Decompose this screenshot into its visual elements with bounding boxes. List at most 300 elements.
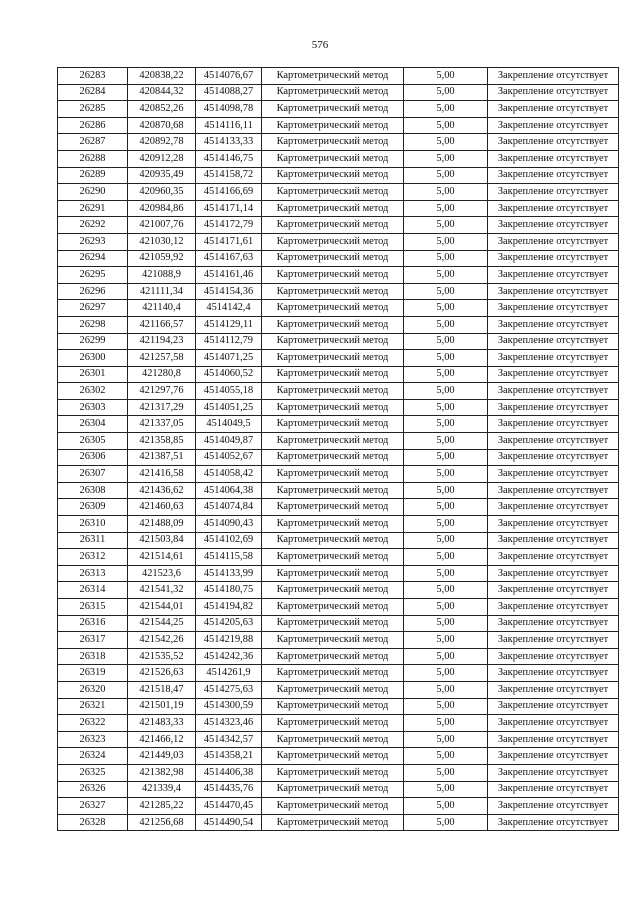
- y-coordinate-cell: 4514358,21: [196, 748, 262, 765]
- point-number-cell: 26326: [58, 781, 128, 798]
- point-number-cell: 26293: [58, 233, 128, 250]
- y-coordinate-cell: 4514049,87: [196, 433, 262, 450]
- fixation-cell: Закрепление отсутствует: [488, 798, 619, 815]
- table-row: [58, 681, 619, 698]
- y-coordinate-cell: 4514146,75: [196, 150, 262, 167]
- table-row: [58, 482, 619, 499]
- x-coordinate-cell: 421285,22: [128, 798, 196, 815]
- fixation-cell: Закрепление отсутствует: [488, 615, 619, 632]
- table-row: [58, 283, 619, 300]
- table-row: [58, 233, 619, 250]
- method-cell: Картометрический метод: [262, 814, 404, 831]
- fixation-cell: Закрепление отсутствует: [488, 150, 619, 167]
- method-cell: Картометрический метод: [262, 366, 404, 383]
- fixation-cell: Закрепление отсутствует: [488, 217, 619, 234]
- table-row: [58, 599, 619, 616]
- point-number-cell: 26295: [58, 267, 128, 284]
- fixation-cell: Закрепление отсутствует: [488, 316, 619, 333]
- x-coordinate-cell: 420852,26: [128, 101, 196, 118]
- y-coordinate-cell: 4514435,76: [196, 781, 262, 798]
- fixation-cell: Закрепление отсутствует: [488, 433, 619, 450]
- method-cell: Картометрический метод: [262, 333, 404, 350]
- accuracy-cell: 5,00: [404, 217, 488, 234]
- point-number-cell: 26289: [58, 167, 128, 184]
- table-row: [58, 316, 619, 333]
- y-coordinate-cell: 4514102,69: [196, 532, 262, 549]
- x-coordinate-cell: 421523,6: [128, 565, 196, 582]
- fixation-cell: Закрепление отсутствует: [488, 482, 619, 499]
- fixation-cell: Закрепление отсутствует: [488, 516, 619, 533]
- table-row: [58, 466, 619, 483]
- accuracy-cell: 5,00: [404, 200, 488, 217]
- accuracy-cell: 5,00: [404, 283, 488, 300]
- fixation-cell: Закрепление отсутствует: [488, 632, 619, 649]
- y-coordinate-cell: 4514071,25: [196, 350, 262, 367]
- method-cell: Картометрический метод: [262, 101, 404, 118]
- accuracy-cell: 5,00: [404, 499, 488, 516]
- fixation-cell: Закрепление отсутствует: [488, 366, 619, 383]
- accuracy-cell: 5,00: [404, 582, 488, 599]
- table-row: [58, 267, 619, 284]
- y-coordinate-cell: 4514133,33: [196, 134, 262, 151]
- point-number-cell: 26307: [58, 466, 128, 483]
- y-coordinate-cell: 4514167,63: [196, 250, 262, 267]
- point-number-cell: 26322: [58, 715, 128, 732]
- method-cell: Картометрический метод: [262, 599, 404, 616]
- accuracy-cell: 5,00: [404, 715, 488, 732]
- y-coordinate-cell: 4514172,79: [196, 217, 262, 234]
- fixation-cell: Закрепление отсутствует: [488, 499, 619, 516]
- fixation-cell: Закрепление отсутствует: [488, 549, 619, 566]
- table-row: [58, 516, 619, 533]
- accuracy-cell: 5,00: [404, 648, 488, 665]
- accuracy-cell: 5,00: [404, 814, 488, 831]
- accuracy-cell: 5,00: [404, 333, 488, 350]
- point-number-cell: 26325: [58, 764, 128, 781]
- accuracy-cell: 5,00: [404, 599, 488, 616]
- method-cell: Картометрический метод: [262, 466, 404, 483]
- fixation-cell: Закрепление отсутствует: [488, 267, 619, 284]
- method-cell: Картометрический метод: [262, 316, 404, 333]
- method-cell: Картометрический метод: [262, 549, 404, 566]
- point-number-cell: 26302: [58, 383, 128, 400]
- accuracy-cell: 5,00: [404, 68, 488, 85]
- fixation-cell: Закрепление отсутствует: [488, 814, 619, 831]
- x-coordinate-cell: 421483,33: [128, 715, 196, 732]
- table-row: [58, 416, 619, 433]
- method-cell: Картометрический метод: [262, 200, 404, 217]
- point-number-cell: 26304: [58, 416, 128, 433]
- y-coordinate-cell: 4514490,54: [196, 814, 262, 831]
- method-cell: Картометрический метод: [262, 681, 404, 698]
- method-cell: Картометрический метод: [262, 267, 404, 284]
- table-row: [58, 184, 619, 201]
- x-coordinate-cell: 420912,28: [128, 150, 196, 167]
- x-coordinate-cell: 420960,35: [128, 184, 196, 201]
- point-number-cell: 26301: [58, 366, 128, 383]
- accuracy-cell: 5,00: [404, 482, 488, 499]
- accuracy-cell: 5,00: [404, 433, 488, 450]
- x-coordinate-cell: 420844,32: [128, 84, 196, 101]
- fixation-cell: Закрепление отсутствует: [488, 781, 619, 798]
- x-coordinate-cell: 421466,12: [128, 731, 196, 748]
- fixation-cell: Закрепление отсутствует: [488, 748, 619, 765]
- fixation-cell: Закрепление отсутствует: [488, 399, 619, 416]
- x-coordinate-cell: 421339,4: [128, 781, 196, 798]
- x-coordinate-cell: 421059,92: [128, 250, 196, 267]
- method-cell: Картометрический метод: [262, 300, 404, 317]
- table-row: [58, 300, 619, 317]
- method-cell: Картометрический метод: [262, 117, 404, 134]
- method-cell: Картометрический метод: [262, 516, 404, 533]
- x-coordinate-cell: 421460,63: [128, 499, 196, 516]
- accuracy-cell: 5,00: [404, 698, 488, 715]
- table-row: [58, 565, 619, 582]
- page-number: 576: [311, 39, 329, 51]
- method-cell: Картометрический метод: [262, 350, 404, 367]
- fixation-cell: Закрепление отсутствует: [488, 532, 619, 549]
- point-number-cell: 26284: [58, 84, 128, 101]
- x-coordinate-cell: 421358,85: [128, 433, 196, 450]
- point-number-cell: 26283: [58, 68, 128, 85]
- y-coordinate-cell: 4514058,42: [196, 466, 262, 483]
- accuracy-cell: 5,00: [404, 366, 488, 383]
- y-coordinate-cell: 4514161,46: [196, 267, 262, 284]
- x-coordinate-cell: 421111,34: [128, 283, 196, 300]
- method-cell: Картометрический метод: [262, 698, 404, 715]
- fixation-cell: Закрепление отсутствует: [488, 350, 619, 367]
- y-coordinate-cell: 4514055,18: [196, 383, 262, 400]
- point-number-cell: 26320: [58, 681, 128, 698]
- x-coordinate-cell: 420892,78: [128, 134, 196, 151]
- table-row: [58, 101, 619, 118]
- table-row: [58, 167, 619, 184]
- x-coordinate-cell: 421007,76: [128, 217, 196, 234]
- y-coordinate-cell: 4514049,5: [196, 416, 262, 433]
- fixation-cell: Закрепление отсутствует: [488, 134, 619, 151]
- x-coordinate-cell: 421544,25: [128, 615, 196, 632]
- x-coordinate-cell: 421488,09: [128, 516, 196, 533]
- y-coordinate-cell: 4514261,9: [196, 665, 262, 682]
- method-cell: Картометрический метод: [262, 715, 404, 732]
- y-coordinate-cell: 4514194,82: [196, 599, 262, 616]
- accuracy-cell: 5,00: [404, 101, 488, 118]
- fixation-cell: Закрепление отсутствует: [488, 250, 619, 267]
- table-row: [58, 350, 619, 367]
- point-number-cell: 26291: [58, 200, 128, 217]
- table-row: [58, 68, 619, 85]
- x-coordinate-cell: 421337,05: [128, 416, 196, 433]
- x-coordinate-cell: 421257,58: [128, 350, 196, 367]
- accuracy-cell: 5,00: [404, 532, 488, 549]
- fixation-cell: Закрепление отсутствует: [488, 466, 619, 483]
- table-row: [58, 84, 619, 101]
- y-coordinate-cell: 4514115,58: [196, 549, 262, 566]
- point-number-cell: 26324: [58, 748, 128, 765]
- fixation-cell: Закрепление отсутствует: [488, 764, 619, 781]
- method-cell: Картометрический метод: [262, 449, 404, 466]
- y-coordinate-cell: 4514275,63: [196, 681, 262, 698]
- fixation-cell: Закрепление отсутствует: [488, 333, 619, 350]
- table-row: [58, 383, 619, 400]
- table-row: [58, 433, 619, 450]
- table-row: [58, 698, 619, 715]
- method-cell: Картометрический метод: [262, 84, 404, 101]
- coordinates-table-body: [58, 68, 619, 831]
- x-coordinate-cell: 420838,22: [128, 68, 196, 85]
- accuracy-cell: 5,00: [404, 267, 488, 284]
- point-number-cell: 26310: [58, 516, 128, 533]
- method-cell: Картометрический метод: [262, 250, 404, 267]
- accuracy-cell: 5,00: [404, 167, 488, 184]
- x-coordinate-cell: 421416,58: [128, 466, 196, 483]
- accuracy-cell: 5,00: [404, 233, 488, 250]
- method-cell: Картометрический метод: [262, 748, 404, 765]
- point-number-cell: 26311: [58, 532, 128, 549]
- accuracy-cell: 5,00: [404, 416, 488, 433]
- fixation-cell: Закрепление отсутствует: [488, 715, 619, 732]
- point-number-cell: 26298: [58, 316, 128, 333]
- table-row: [58, 134, 619, 151]
- y-coordinate-cell: 4514154,36: [196, 283, 262, 300]
- y-coordinate-cell: 4514171,14: [196, 200, 262, 217]
- accuracy-cell: 5,00: [404, 150, 488, 167]
- x-coordinate-cell: 420935,49: [128, 167, 196, 184]
- y-coordinate-cell: 4514060,52: [196, 366, 262, 383]
- point-number-cell: 26292: [58, 217, 128, 234]
- accuracy-cell: 5,00: [404, 632, 488, 649]
- y-coordinate-cell: 4514098,78: [196, 101, 262, 118]
- point-number-cell: 26296: [58, 283, 128, 300]
- fixation-cell: Закрепление отсутствует: [488, 383, 619, 400]
- table-row: [58, 333, 619, 350]
- table-row: [58, 250, 619, 267]
- point-number-cell: 26288: [58, 150, 128, 167]
- y-coordinate-cell: 4514342,57: [196, 731, 262, 748]
- table-row: [58, 764, 619, 781]
- accuracy-cell: 5,00: [404, 84, 488, 101]
- accuracy-cell: 5,00: [404, 399, 488, 416]
- y-coordinate-cell: 4514406,38: [196, 764, 262, 781]
- accuracy-cell: 5,00: [404, 316, 488, 333]
- method-cell: Картометрический метод: [262, 582, 404, 599]
- method-cell: Картометрический метод: [262, 416, 404, 433]
- method-cell: Картометрический метод: [262, 781, 404, 798]
- point-number-cell: 26300: [58, 350, 128, 367]
- x-coordinate-cell: 421088,9: [128, 267, 196, 284]
- method-cell: Картометрический метод: [262, 383, 404, 400]
- table-row: [58, 648, 619, 665]
- x-coordinate-cell: 421436,62: [128, 482, 196, 499]
- x-coordinate-cell: 421501,19: [128, 698, 196, 715]
- x-coordinate-cell: 421526,63: [128, 665, 196, 682]
- table-row: [58, 814, 619, 831]
- y-coordinate-cell: 4514219,88: [196, 632, 262, 649]
- accuracy-cell: 5,00: [404, 466, 488, 483]
- point-number-cell: 26305: [58, 433, 128, 450]
- fixation-cell: Закрепление отсутствует: [488, 648, 619, 665]
- fixation-cell: Закрепление отсутствует: [488, 565, 619, 582]
- method-cell: Картометрический метод: [262, 399, 404, 416]
- accuracy-cell: 5,00: [404, 681, 488, 698]
- y-coordinate-cell: 4514076,67: [196, 68, 262, 85]
- y-coordinate-cell: 4514116,11: [196, 117, 262, 134]
- table-row: [58, 532, 619, 549]
- table-row: [58, 748, 619, 765]
- point-number-cell: 26328: [58, 814, 128, 831]
- x-coordinate-cell: 420870,68: [128, 117, 196, 134]
- table-row: [58, 549, 619, 566]
- x-coordinate-cell: 420984,86: [128, 200, 196, 217]
- method-cell: Картометрический метод: [262, 565, 404, 582]
- fixation-cell: Закрепление отсутствует: [488, 681, 619, 698]
- y-coordinate-cell: 4514133,99: [196, 565, 262, 582]
- x-coordinate-cell: 421194,23: [128, 333, 196, 350]
- table-row: [58, 366, 619, 383]
- fixation-cell: Закрепление отсутствует: [488, 68, 619, 85]
- x-coordinate-cell: 421030,12: [128, 233, 196, 250]
- accuracy-cell: 5,00: [404, 350, 488, 367]
- fixation-cell: Закрепление отсутствует: [488, 184, 619, 201]
- fixation-cell: Закрепление отсутствует: [488, 582, 619, 599]
- point-number-cell: 26309: [58, 499, 128, 516]
- table-row: [58, 399, 619, 416]
- table-row: [58, 715, 619, 732]
- x-coordinate-cell: 421518,47: [128, 681, 196, 698]
- table-row: [58, 615, 619, 632]
- fixation-cell: Закрепление отсутствует: [488, 416, 619, 433]
- accuracy-cell: 5,00: [404, 250, 488, 267]
- fixation-cell: Закрепление отсутствует: [488, 449, 619, 466]
- method-cell: Картометрический метод: [262, 217, 404, 234]
- point-number-cell: 26290: [58, 184, 128, 201]
- point-number-cell: 26318: [58, 648, 128, 665]
- fixation-cell: Закрепление отсутствует: [488, 599, 619, 616]
- y-coordinate-cell: 4514051,25: [196, 399, 262, 416]
- point-number-cell: 26285: [58, 101, 128, 118]
- table-row: [58, 665, 619, 682]
- point-number-cell: 26312: [58, 549, 128, 566]
- y-coordinate-cell: 4514052,67: [196, 449, 262, 466]
- x-coordinate-cell: 421317,29: [128, 399, 196, 416]
- accuracy-cell: 5,00: [404, 383, 488, 400]
- accuracy-cell: 5,00: [404, 665, 488, 682]
- accuracy-cell: 5,00: [404, 764, 488, 781]
- method-cell: Картометрический метод: [262, 68, 404, 85]
- accuracy-cell: 5,00: [404, 748, 488, 765]
- accuracy-cell: 5,00: [404, 615, 488, 632]
- point-number-cell: 26315: [58, 599, 128, 616]
- point-number-cell: 26321: [58, 698, 128, 715]
- x-coordinate-cell: 421541,32: [128, 582, 196, 599]
- y-coordinate-cell: 4514300,59: [196, 698, 262, 715]
- y-coordinate-cell: 4514470,45: [196, 798, 262, 815]
- table-row: [58, 499, 619, 516]
- method-cell: Картометрический метод: [262, 615, 404, 632]
- y-coordinate-cell: 4514205,63: [196, 615, 262, 632]
- point-number-cell: 26294: [58, 250, 128, 267]
- point-number-cell: 26327: [58, 798, 128, 815]
- y-coordinate-cell: 4514129,11: [196, 316, 262, 333]
- x-coordinate-cell: 421387,51: [128, 449, 196, 466]
- table-row: [58, 731, 619, 748]
- x-coordinate-cell: 421514,61: [128, 549, 196, 566]
- accuracy-cell: 5,00: [404, 449, 488, 466]
- table-row: [58, 200, 619, 217]
- x-coordinate-cell: 421256,68: [128, 814, 196, 831]
- point-number-cell: 26313: [58, 565, 128, 582]
- y-coordinate-cell: 4514242,36: [196, 648, 262, 665]
- x-coordinate-cell: 421542,26: [128, 632, 196, 649]
- x-coordinate-cell: 421140,4: [128, 300, 196, 317]
- method-cell: Картометрический метод: [262, 167, 404, 184]
- method-cell: Картометрический метод: [262, 665, 404, 682]
- table-row: [58, 582, 619, 599]
- point-number-cell: 26308: [58, 482, 128, 499]
- accuracy-cell: 5,00: [404, 731, 488, 748]
- accuracy-cell: 5,00: [404, 798, 488, 815]
- x-coordinate-cell: 421382,98: [128, 764, 196, 781]
- y-coordinate-cell: 4514090,43: [196, 516, 262, 533]
- method-cell: Картометрический метод: [262, 283, 404, 300]
- y-coordinate-cell: 4514171,61: [196, 233, 262, 250]
- fixation-cell: Закрепление отсутствует: [488, 84, 619, 101]
- method-cell: Картометрический метод: [262, 764, 404, 781]
- accuracy-cell: 5,00: [404, 565, 488, 582]
- coordinates-table: [57, 67, 619, 831]
- fixation-cell: Закрепление отсутствует: [488, 698, 619, 715]
- point-number-cell: 26316: [58, 615, 128, 632]
- x-coordinate-cell: 421166,57: [128, 316, 196, 333]
- accuracy-cell: 5,00: [404, 184, 488, 201]
- fixation-cell: Закрепление отсутствует: [488, 233, 619, 250]
- table-row: [58, 150, 619, 167]
- method-cell: Картометрический метод: [262, 798, 404, 815]
- method-cell: Картометрический метод: [262, 499, 404, 516]
- point-number-cell: 26297: [58, 300, 128, 317]
- y-coordinate-cell: 4514064,38: [196, 482, 262, 499]
- table-row: [58, 632, 619, 649]
- point-number-cell: 26303: [58, 399, 128, 416]
- point-number-cell: 26319: [58, 665, 128, 682]
- method-cell: Картометрический метод: [262, 150, 404, 167]
- point-number-cell: 26323: [58, 731, 128, 748]
- y-coordinate-cell: 4514112,79: [196, 333, 262, 350]
- y-coordinate-cell: 4514166,69: [196, 184, 262, 201]
- table-row: [58, 449, 619, 466]
- fixation-cell: Закрепление отсутствует: [488, 167, 619, 184]
- method-cell: Картометрический метод: [262, 731, 404, 748]
- method-cell: Картометрический метод: [262, 134, 404, 151]
- point-number-cell: 26317: [58, 632, 128, 649]
- y-coordinate-cell: 4514180,75: [196, 582, 262, 599]
- x-coordinate-cell: 421280,8: [128, 366, 196, 383]
- x-coordinate-cell: 421449,03: [128, 748, 196, 765]
- y-coordinate-cell: 4514142,4: [196, 300, 262, 317]
- fixation-cell: Закрепление отсутствует: [488, 200, 619, 217]
- fixation-cell: Закрепление отсутствует: [488, 101, 619, 118]
- point-number-cell: 26286: [58, 117, 128, 134]
- table-row: [58, 217, 619, 234]
- point-number-cell: 26314: [58, 582, 128, 599]
- fixation-cell: Закрепление отсутствует: [488, 731, 619, 748]
- y-coordinate-cell: 4514088,27: [196, 84, 262, 101]
- y-coordinate-cell: 4514323,46: [196, 715, 262, 732]
- x-coordinate-cell: 421544,01: [128, 599, 196, 616]
- method-cell: Картометрический метод: [262, 184, 404, 201]
- fixation-cell: Закрепление отсутствует: [488, 283, 619, 300]
- method-cell: Картометрический метод: [262, 632, 404, 649]
